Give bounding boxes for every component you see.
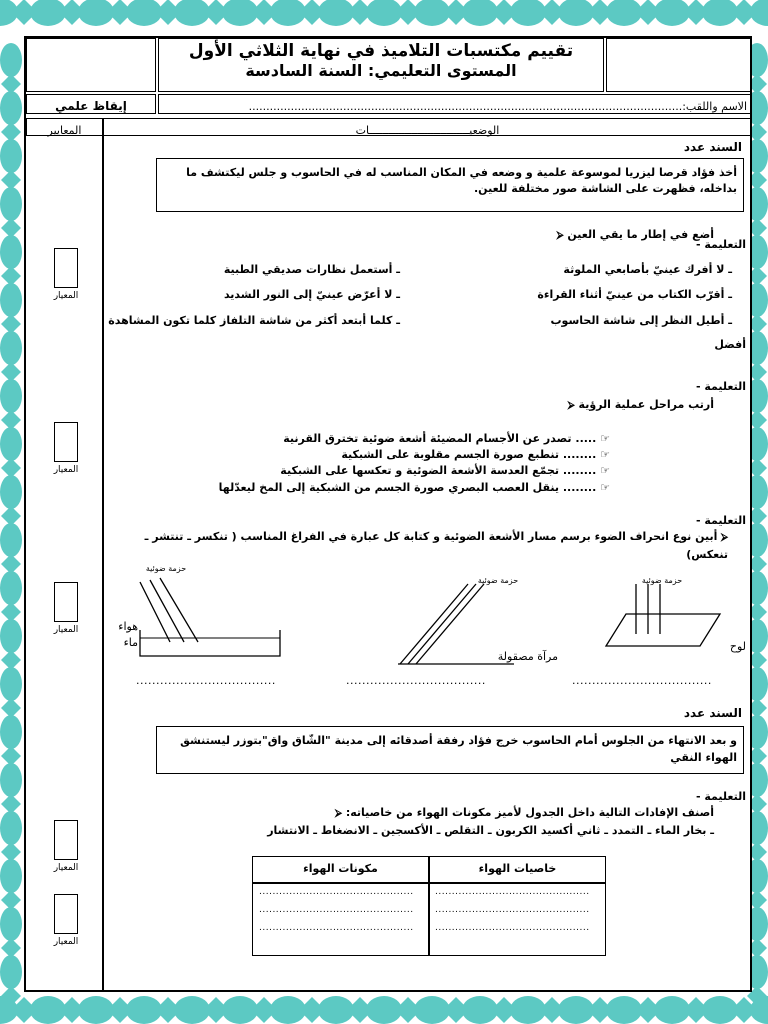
hand-icon: ☞ <box>596 432 610 445</box>
instruction-4-text: أصنف الإفادات التالية داخل الجدول لأميز مكونات الهواء من خاصياته: <box>345 806 714 819</box>
instruction-label-2: التعليمة - <box>695 380 746 393</box>
header-left-box <box>26 38 156 92</box>
criterion-label-3: المعيار <box>53 625 79 635</box>
board-label: لوح <box>729 640 746 653</box>
refraction-diagram <box>140 578 280 656</box>
situations-header <box>103 118 752 136</box>
table-blank-left-3[interactable]: .............................................. <box>259 923 414 933</box>
diffusion-diagram <box>606 584 720 646</box>
exam-sheet <box>24 36 752 992</box>
mirror-label: مرآة مصقولة <box>497 650 558 663</box>
sanad-label-2: السند عدد <box>683 706 742 720</box>
option-3[interactable]: ـ أقرّب الكتاب من عينيّ أثناء القراءة <box>537 288 732 301</box>
table-head-components: مكونات الهواء <box>303 862 378 875</box>
hand-icon: ☞ <box>596 481 610 494</box>
subject-label: إيقاظ علمي <box>55 99 127 113</box>
criteria-header-label: المعايير <box>47 124 82 137</box>
table-blank-right-2[interactable]: .............................................. <box>435 905 590 915</box>
situations-header-label: الوضعيـــــــــــــــــــــــــــــــات <box>355 124 500 137</box>
title-line2: المستوى التعليمي: السنة السادسة <box>245 61 517 80</box>
arrow-bullet-icon: ⮚ <box>556 230 564 241</box>
criterion-label-5: المعيار <box>53 937 79 947</box>
vision-step-3[interactable]: ☞ ........ تجمّع العدسة الأشعة الضوئية و تعكسها على الشبكية <box>280 464 610 477</box>
table-header-line <box>253 882 605 884</box>
sanad-text-1: أخذ فؤاد قرصا ليزريا لموسوعة علمية و وضعه في المكان المناسب له في الحاسوب و جلس ليكتشف ما بداخله، فظهرت على الشاشة صور مختلفة للعين. <box>186 166 737 195</box>
option-1[interactable]: ـ لا أفرك عينيّ بأصابعي الملوثة <box>563 263 732 276</box>
arrow-bullet-icon: ⮚ <box>567 400 575 411</box>
title-box <box>158 38 604 92</box>
table-blank-right-3[interactable]: .............................................. <box>435 923 590 933</box>
sanad-text-box-2 <box>156 726 744 774</box>
criterion-label-2: المعيار <box>53 465 79 475</box>
beam-label-2: حزمة ضوئية <box>477 576 519 585</box>
header-right-box <box>606 38 752 92</box>
air-label: هواء <box>118 620 138 633</box>
table-blank-right-1[interactable]: .............................................. <box>435 887 590 897</box>
criterion-box-2[interactable] <box>54 422 78 462</box>
instruction-1-text: أضع في إطار ما يقي العين <box>567 228 714 241</box>
beam-label-1: حزمة ضوئية <box>145 564 187 573</box>
instruction-2-text: أرتب مراحل عملية الرؤية <box>578 398 714 411</box>
option-4[interactable]: ـ لا أعرّض عينيّ إلى النور الشديد <box>223 288 400 301</box>
answer-blank-2[interactable]: ................................... <box>346 674 486 687</box>
criterion-box-4[interactable] <box>54 820 78 860</box>
instruction-label-3: التعليمة - <box>695 514 746 527</box>
air-table <box>252 856 606 956</box>
table-head-properties: خاصيات الهواء <box>478 862 557 875</box>
sanad-label-1: السند عدد <box>683 140 742 154</box>
instruction-label-4: التعليمة - <box>695 790 746 803</box>
option-5[interactable]: ـ أطيل النظر إلى شاشة الحاسوب <box>550 314 732 327</box>
vision-step-2[interactable]: ☞ ........ تنطبع صورة الجسم مقلوبة على الشبكية <box>341 448 610 461</box>
option-2[interactable]: ـ أستعمل نظارات صديقي الطبية <box>223 263 400 276</box>
water-label: ماء <box>123 636 138 649</box>
air-items-list: ـ بخار الماء ـ التمدد ـ ثاني أكسيد الكربون ـ التقلص ـ الأكسجين ـ الانضغاط ـ الانتشار <box>267 824 714 837</box>
vision-step-1[interactable]: ☞ ..... تصدر عن الأجسام المضيئة أشعة ضوئية تخترق القرنية <box>283 432 610 445</box>
name-label: الاسم واللقب:............................................................................................................................ <box>248 100 747 113</box>
name-box <box>158 94 752 114</box>
criterion-label-4: المعيار <box>53 863 79 873</box>
criterion-box-1[interactable] <box>54 248 78 288</box>
instruction-label-1: التعليمة - <box>695 238 746 251</box>
sanad-text-2: و بعد الانتهاء من الجلوس أمام الحاسوب خرج فؤاد رفقة أصدقائه إلى مدينة "الشّاق واق"بتوزر ليستنشق الهواء النقي <box>180 734 737 764</box>
option-6[interactable]: ـ كلما أبتعد أكثر من شاشة التلفاز كلما تكون المشاهدة <box>108 314 400 327</box>
instruction-2 <box>314 398 714 411</box>
answer-blank-1[interactable]: ................................... <box>136 674 276 687</box>
answer-blank-3[interactable]: ................................... <box>572 674 712 687</box>
beam-label-3: حزمة ضوئية <box>641 576 683 585</box>
table-blank-left-1[interactable]: .............................................. <box>259 887 414 897</box>
table-blank-left-2[interactable]: .............................................. <box>259 905 414 915</box>
instruction-4 <box>194 806 714 819</box>
vision-step-4[interactable]: ☞ ........ ينقل العصب البصري صورة الجسم من الشبكية إلى المخ ليعدّلها <box>218 481 610 494</box>
title-line1: تقييم مكتسبات التلاميذ في نهاية الثلاثي الأول <box>188 41 574 61</box>
hand-icon: ☞ <box>596 464 610 477</box>
hand-icon: ☞ <box>596 448 610 461</box>
criterion-box-5[interactable] <box>54 894 78 934</box>
arrow-bullet-icon: ⮚ <box>717 532 728 543</box>
sanad-text-box-1 <box>156 158 744 212</box>
criteria-header <box>26 118 103 136</box>
instruction-3-text: أبين نوع انحراف الضوء برسم مسار الأشعة الضوئية و كتابة كل عبارة في الفراغ المناسب ( تنكسر ـ تنتشر ـ تنعكس) <box>144 530 728 561</box>
instruction-1 <box>314 228 714 241</box>
option-trailing: أفضل <box>714 338 746 351</box>
criterion-label-1: المعيار <box>53 291 79 301</box>
subject-box <box>26 94 156 114</box>
arrow-bullet-icon: ⮚ <box>334 808 342 819</box>
criterion-box-3[interactable] <box>54 582 78 622</box>
instruction-3 <box>128 528 728 563</box>
